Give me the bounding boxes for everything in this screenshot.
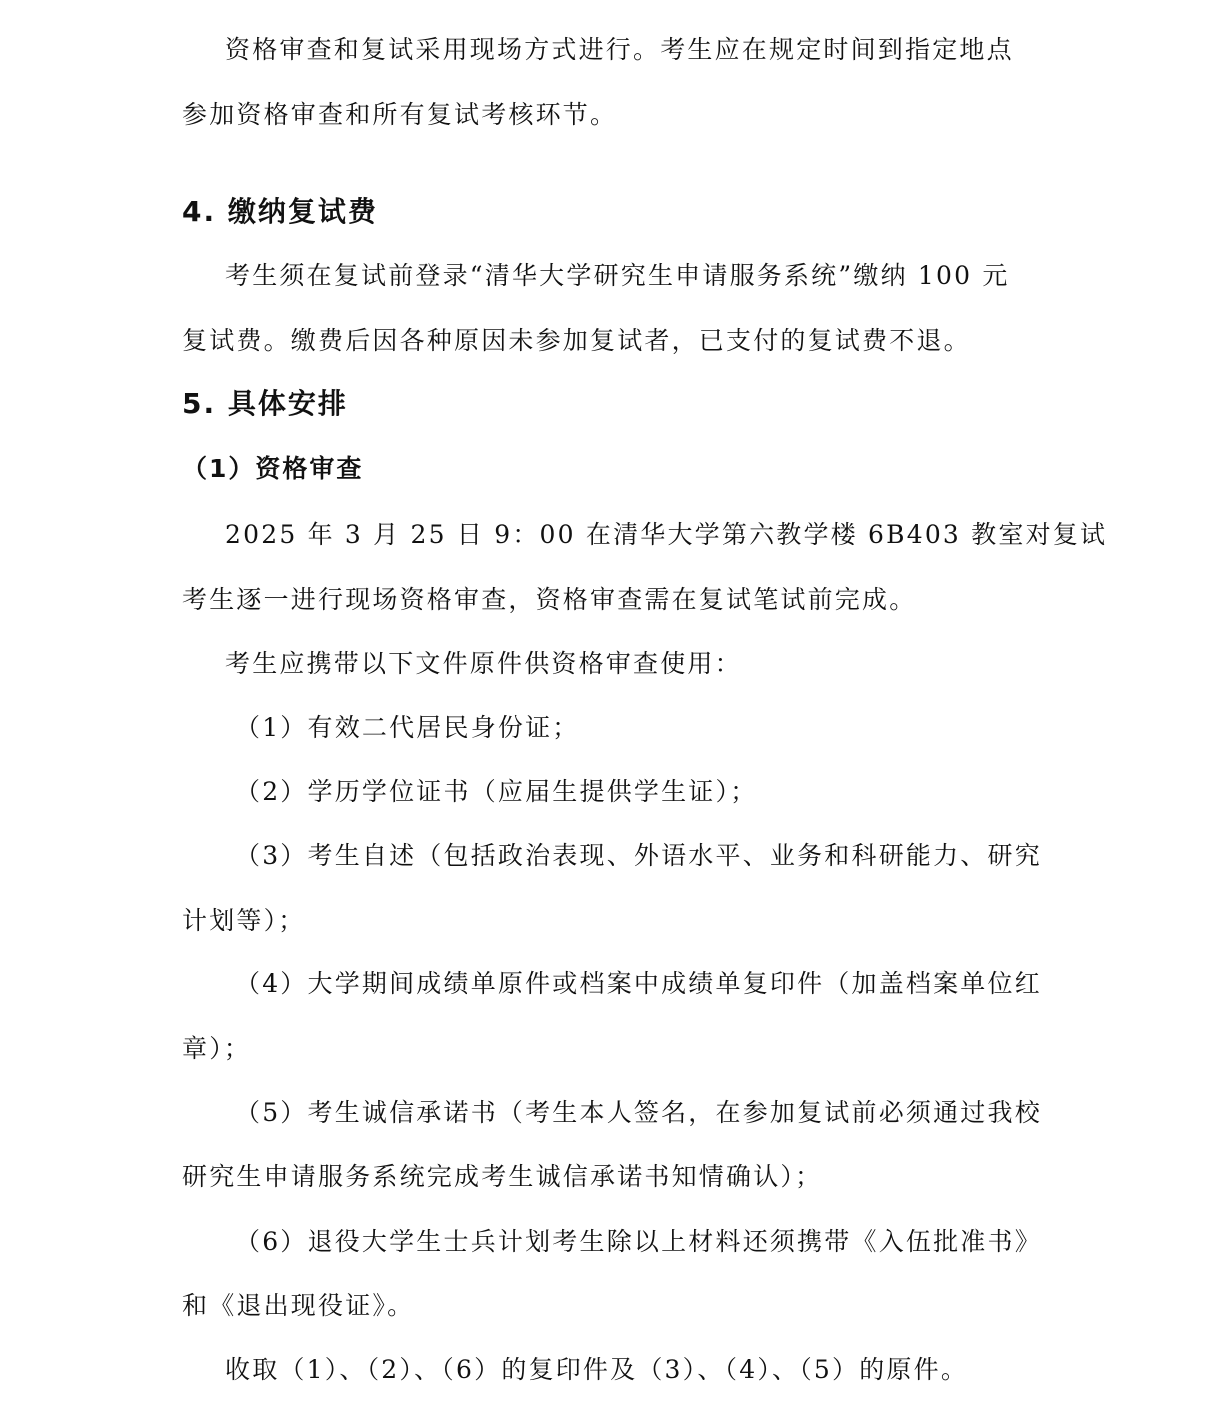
list-item-continuation: 章）； bbox=[182, 1034, 252, 1063]
list-item: （1）有效二代居民身份证； bbox=[235, 713, 580, 742]
list-item: （2）学历学位证书（应届生提供学生证）； bbox=[235, 777, 758, 806]
section5-subheading-qualification: （1）资格审查 bbox=[182, 454, 364, 483]
list-item-continuation: 和《退出现役证》。 bbox=[182, 1291, 415, 1320]
qualification-paragraph-line1: 2025 年 3 月 25 日 9：00 在清华大学第六教学楼 6B403 教室对复试 bbox=[225, 520, 1108, 549]
list-item: （5）考生诚信承诺书（考生本人签名，在参加复试前必须通过我校 bbox=[235, 1098, 1042, 1127]
section4-paragraph-line1: 考生须在复试前登录“清华大学研究生申请服务系统”缴纳 100 元 bbox=[225, 261, 1010, 290]
section5-heading: 5. 具体安排 bbox=[182, 387, 348, 420]
list-item-continuation: 研究生申请服务系统完成考生诚信承诺书知情确认）； bbox=[182, 1162, 823, 1191]
documents-intro: 考生应携带以下文件原件供资格审查使用： bbox=[225, 649, 742, 678]
section3-paragraph-line1: 资格审查和复试采用现场方式进行。考生应在规定时间到指定地点 bbox=[225, 35, 1014, 64]
section4-heading: 4. 缴纳复试费 bbox=[182, 195, 378, 228]
list-item: （4）大学期间成绩单原件或档案中成绩单复印件（加盖档案单位红 bbox=[235, 969, 1042, 998]
list-item: （3）考生自述（包括政治表现、外语水平、业务和科研能力、研究 bbox=[235, 841, 1042, 870]
section3-paragraph-line2: 参加资格审查和所有复试考核环节。 bbox=[182, 100, 618, 129]
closing-paragraph: 收取（1）、（2）、（6）的复印件及（3）、（4）、（5）的原件。 bbox=[225, 1355, 969, 1384]
qualification-paragraph-line2: 考生逐一进行现场资格审查，资格审查需在复试笔试前完成。 bbox=[182, 585, 917, 614]
list-item: （6）退役大学生士兵计划考生除以上材料还须携带《入伍批准书》 bbox=[235, 1227, 1042, 1256]
section4-paragraph-line2: 复试费。缴费后因各种原因未参加复试者，已支付的复试费不退。 bbox=[182, 326, 971, 355]
list-item-continuation: 计划等）； bbox=[182, 906, 306, 935]
